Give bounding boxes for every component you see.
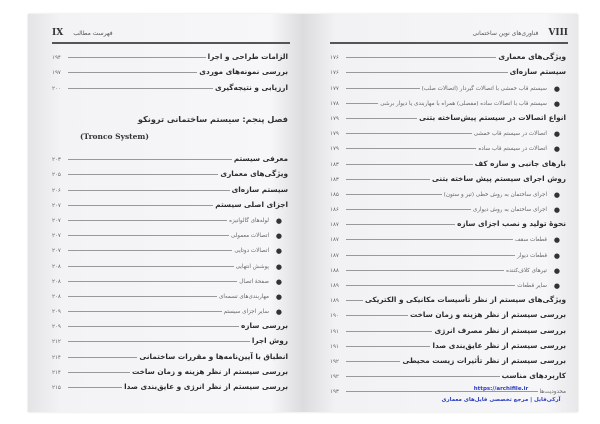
toc-subentry: ● اتصالات در سیستم قاب خمشی ۱۷۹	[330, 130, 560, 139]
dot-leader	[68, 57, 206, 58]
chapter-five	[52, 114, 288, 391]
toc-entry: محدودیت‌ها ۱۹۳	[330, 389, 566, 396]
chapter-english-title: (Tronco System)	[80, 132, 149, 141]
right-page-header	[330, 26, 568, 44]
toc-entry: بررسی سیستم از نظر انرژی و عایق‌بندی صدا ۲۱۵	[52, 382, 288, 391]
dot-leader	[68, 72, 197, 73]
toc-subentry: ● اجرای ساختمان به روش خطی (تیر و ستون) ۱۸۵	[330, 190, 560, 199]
bullet-icon: ●	[553, 282, 560, 290]
dot-leader	[68, 205, 213, 206]
toc-entry: سیستم سازه‌ای ۲۰۶	[52, 184, 288, 194]
dot-leader	[68, 296, 217, 297]
dot-leader	[346, 315, 408, 316]
toc-continued	[52, 46, 288, 92]
dot-leader	[346, 224, 455, 225]
toc-subentry: ● لوله‌های گالوانیزه ۲۰۷	[52, 216, 282, 225]
toc-list	[330, 46, 566, 395]
running-title: فهرست مطالب	[73, 29, 113, 37]
toc-entry: انواع اتصالات در سیستم پیش‌ساخته بتنی ۱۷۹	[330, 112, 566, 122]
right-page	[306, 14, 578, 412]
dot-leader	[68, 220, 227, 221]
toc-entry: نحوهٔ تولید و نصب اجزای سازه ۱۸۷	[330, 219, 566, 229]
dot-leader	[68, 326, 239, 327]
bullet-icon: ●	[553, 99, 560, 108]
toc-subentry: ● اتصالات دوتایی ۲۰۷	[52, 247, 282, 256]
dot-leader	[68, 341, 250, 342]
dot-leader	[68, 266, 234, 267]
bullet-icon: ●	[275, 216, 282, 225]
dot-leader	[346, 346, 430, 347]
bullet-icon: ●	[553, 266, 560, 275]
toc-subentry: ● سایر اجزای سیستم ۲۰۹	[52, 308, 282, 317]
dot-leader	[346, 270, 504, 271]
bullet-icon: ●	[553, 145, 560, 154]
dot-leader	[68, 281, 237, 282]
toc-subentry: ● قطعات دیوار ۱۸۷	[330, 251, 560, 260]
bullet-icon: ●	[553, 206, 560, 215]
left-page-header	[52, 26, 290, 44]
toc-subentry: ● قطعات سقف ۱۸۷	[330, 236, 560, 245]
dot-leader	[346, 209, 471, 210]
dot-leader	[346, 255, 515, 256]
dot-leader	[346, 179, 430, 180]
bullet-icon: ●	[553, 251, 560, 260]
dot-leader	[346, 118, 417, 119]
page-number: VIII	[548, 28, 568, 38]
dot-leader	[346, 376, 500, 377]
toc-entry: روش اجرای سیستم پیش ساخته بتنی ۱۸۳	[330, 173, 566, 183]
bullet-icon: ●	[553, 190, 560, 199]
dot-leader	[346, 194, 442, 195]
page-number: IX	[52, 28, 64, 38]
toc-entry: اجزای اصلی سیستم ۲۰۷	[52, 199, 288, 209]
toc-subentry: ● سایر قطعات ۱۸۹	[330, 282, 560, 290]
bullet-icon: ●	[553, 236, 560, 245]
dot-leader	[346, 88, 420, 89]
left-page	[28, 14, 300, 412]
toc-entry: ویژگی‌های سیستم از نظر تأسیسات مکانیکی و الکتریکی ۱۸۹	[330, 295, 566, 305]
chapter-title: فصل پنجم: سیستم ساختمانی ترونکو	[137, 114, 288, 124]
dot-leader	[68, 372, 130, 373]
dot-leader	[68, 159, 232, 160]
dot-leader	[68, 250, 232, 251]
dot-leader	[346, 103, 378, 104]
watermark-url[interactable]: https://archifile.ir	[473, 386, 529, 392]
dot-leader	[346, 331, 432, 332]
toc-entry: سیستم سازه‌ای ۱۷۶	[330, 67, 566, 77]
toc-entry: ویژگی‌های معماری ۱۷۶	[330, 52, 566, 62]
dot-leader	[346, 285, 515, 286]
dot-leader	[346, 300, 363, 301]
dot-leader	[346, 57, 496, 58]
toc-subentry: ● پوشش انتهایی ۲۰۸	[52, 262, 282, 271]
dot-leader	[68, 174, 218, 175]
toc-entry: بارهای جانبی و سازه کف ۱۸۳	[330, 158, 566, 168]
toc-subentry: ● اتصالات در سیستم قاب ساده ۱۷۹	[330, 145, 560, 154]
book-spread	[28, 14, 578, 412]
running-title: فناوری‌های نوین ساختمانی	[472, 29, 539, 37]
bullet-icon: ●	[275, 277, 282, 286]
toc-entry: بررسی سیستم از نظر هزینه و زمان ساخت ۲۱۴	[52, 366, 288, 376]
toc-subentry: ● مهاربندی‌های تسمه‌ای ۲۰۸	[52, 292, 282, 301]
dot-leader	[68, 357, 137, 358]
toc-entry: بررسی سیستم از نظر عایق‌بندی صدا ۱۹۱	[330, 340, 566, 350]
dot-leader	[346, 164, 473, 165]
dot-leader	[68, 88, 213, 89]
toc-subentry: ● سیستم قاب با اتصالات ساده (مفصلی) همراه با مهاربندی یا دیوار برشی ۱۷۸	[330, 99, 560, 108]
bullet-icon: ●	[275, 232, 282, 241]
toc-entry: الزامات طراحی و اجرا ۱۹۴	[52, 52, 288, 62]
toc-subentry: ● تیرهای کلاف‌کننده ۱۸۸	[330, 266, 560, 275]
toc-entry: معرفی سیستم ۲۰۳	[52, 154, 288, 164]
dot-leader	[68, 235, 229, 236]
dot-leader	[346, 361, 400, 362]
bullet-icon: ●	[553, 130, 560, 139]
toc-entry: بررسی سیستم از نظر تأثیرات زیست محیطی ۱۹۲	[330, 355, 566, 365]
dot-leader	[346, 239, 513, 240]
toc-entry: ارزیابی و نتیجه‌گیری ۲۰۰	[52, 82, 288, 92]
watermark-tagline: آرکی‌فایل | مرجع تخصصی فایل‌های معماری	[441, 397, 561, 403]
toc-subentry: ● اجرای ساختمان به روش دیواری ۱۸۶	[330, 206, 560, 215]
toc-subentry: ● اتصالات معمولی ۲۰۷	[52, 232, 282, 241]
dot-leader	[68, 387, 122, 388]
toc-entry: بررسی نمونه‌های موردی ۱۹۷	[52, 67, 288, 77]
watermark	[426, 386, 576, 403]
dot-leader	[346, 133, 472, 134]
toc-subentry: ● صفحهٔ اتصال ۲۰۸	[52, 277, 282, 286]
dot-leader	[346, 148, 476, 149]
toc-entry: روش اجرا ۲۱۲	[52, 336, 288, 346]
bullet-icon: ●	[553, 84, 560, 93]
toc-entry: بررسی سیستم از نظر هزینه و زمان ساخت ۱۹۰	[330, 310, 566, 320]
toc-subentry: ● سیستم قاب خمشی با اتصالات گیردار (اتصالات صلب) ۱۷۷	[330, 84, 560, 93]
dot-leader	[346, 72, 508, 73]
bullet-icon: ●	[275, 308, 282, 317]
toc-entry: بررسی سازه ۲۰۹	[52, 321, 288, 331]
bullet-icon: ●	[275, 292, 282, 301]
dot-leader	[68, 311, 222, 312]
bullet-icon: ●	[275, 247, 282, 256]
dot-leader	[68, 190, 230, 191]
toc-entry: کاربردهای مناسب ۱۹۲	[330, 371, 566, 381]
bullet-icon: ●	[275, 262, 282, 271]
toc-entry: بررسی سیستم از نظر مصرف انرژی ۱۹۱	[330, 325, 566, 335]
toc-entry: انطباق با آیین‌نامه‌ها و مقررات ساختمانی ۲۱۴	[52, 351, 288, 361]
toc-entry: ویژگی‌های معماری ۲۰۵	[52, 169, 288, 179]
